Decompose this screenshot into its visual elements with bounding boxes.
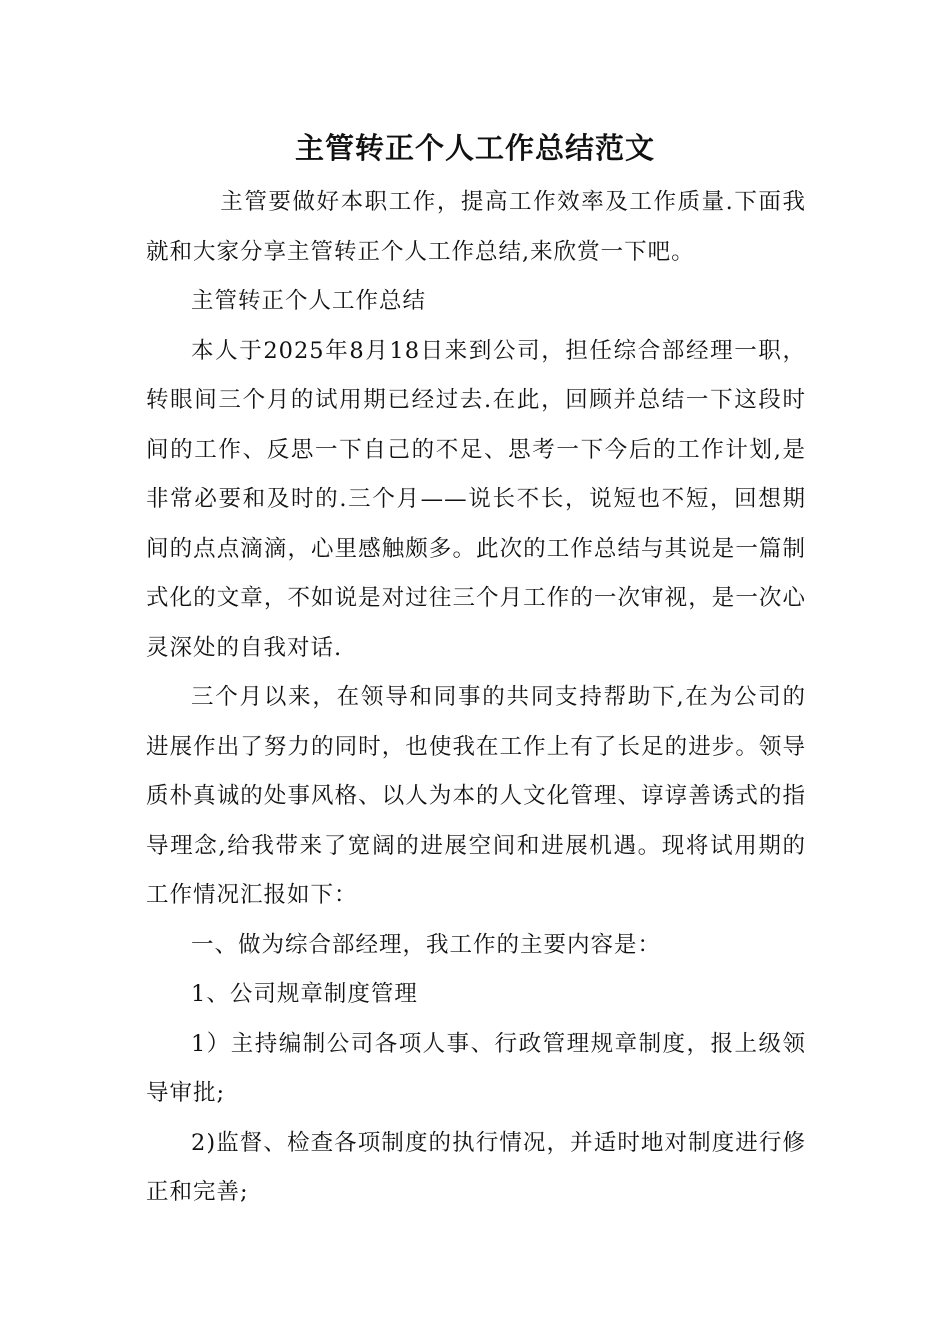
paragraph-item-1: 1、公司规章制度管理 (191, 981, 418, 1007)
paragraph-section-one: 一、做为综合部经理，我工作的主要内容是： (191, 931, 662, 958)
paragraph-three-months: 三个月以来，在领导和同事的共同支持帮助下,在为公司的进展作出了努力的同时，也使我在工作上有了长足的进步。领导质朴真诚的处事风格、以人为本的人文化管理、谆谆善诱式的指导理念,给我带来了宽阔的进展空间和进展机遇。现将试用期的工作情况汇报如下： (146, 684, 806, 908)
paragraph-item-1-2: 2)监督、检查各项制度的执行情况，并适时地对制度进行修正和完善; (146, 1129, 806, 1205)
paragraph-intro: 主管要做好本职工作，提高工作效率及工作质量.下面我就和大家分享主管转正个人工作总结,来欣赏一下吧。 (146, 189, 806, 265)
document-title: 主管转正个人工作总结范文 (294, 131, 655, 165)
paragraph-item-1-1: 1）主持编制公司各项人事、行政管理规章制度，报上级领导审批; (146, 1030, 806, 1106)
document-body (146, 178, 806, 1218)
paragraph-start-date: 本人于2025年8月18日来到公司，担任综合部经理一职，转眼间三个月的试用期已经过去.在此，回顾并总结一下这段时间的工作、反思一下自己的不足、思考一下今后的工作计划,是非常必要和及时的.三个月——说长不长，说短也不短，回想期间的点点滴滴，心里感触颇多。此次的工作总结与其说是一篇制式化的文章，不如说是对过往三个月工作的一次审视，是一次心灵深处的自我对话. (146, 337, 806, 661)
paragraph-subtitle: 主管转正个人工作总结 (191, 288, 427, 314)
